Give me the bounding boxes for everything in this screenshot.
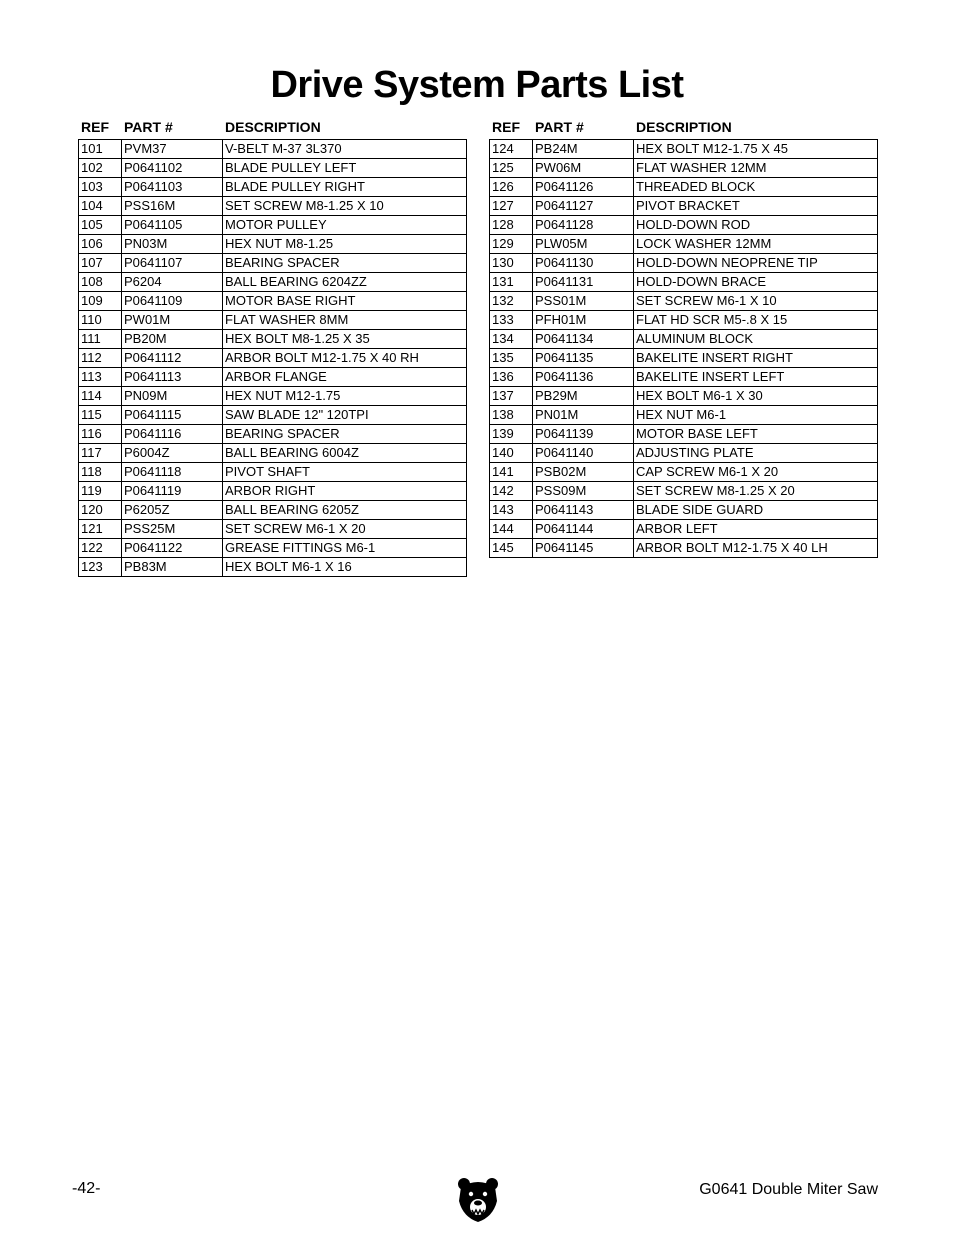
ref-cell: 112	[79, 349, 122, 368]
table-row	[79, 311, 467, 330]
part-number-cell: PB24M	[533, 140, 634, 159]
part-number-cell: PN01M	[533, 406, 634, 425]
table-row	[79, 273, 467, 292]
table-row	[79, 406, 467, 425]
column-header-ref: REF	[492, 119, 520, 135]
description-cell: FLAT WASHER 8MM	[223, 311, 467, 330]
ref-cell: 127	[490, 197, 533, 216]
description-cell: BAKELITE INSERT LEFT	[634, 368, 878, 387]
part-number-cell: P0641140	[533, 444, 634, 463]
ref-cell: 114	[79, 387, 122, 406]
parts-table-right	[489, 116, 877, 558]
description-cell: BEARING SPACER	[223, 254, 467, 273]
ref-cell: 109	[79, 292, 122, 311]
part-number-cell: P0641107	[122, 254, 223, 273]
part-number-cell: PSS16M	[122, 197, 223, 216]
description-cell: MOTOR PULLEY	[223, 216, 467, 235]
description-cell: BALL BEARING 6205Z	[223, 501, 467, 520]
part-number-cell: P6204	[122, 273, 223, 292]
table-row	[79, 216, 467, 235]
ref-cell: 138	[490, 406, 533, 425]
manual-title: G0641 Double Miter Saw	[699, 1181, 878, 1198]
part-number-cell: P0641105	[122, 216, 223, 235]
description-cell: BAKELITE INSERT RIGHT	[634, 349, 878, 368]
table-row	[79, 178, 467, 197]
description-cell: MOTOR BASE RIGHT	[223, 292, 467, 311]
description-cell: ARBOR FLANGE	[223, 368, 467, 387]
description-cell: BLADE PULLEY RIGHT	[223, 178, 467, 197]
ref-cell: 110	[79, 311, 122, 330]
column-header-part: PART #	[124, 119, 173, 135]
ref-cell: 133	[490, 311, 533, 330]
part-number-cell: P0641112	[122, 349, 223, 368]
column-header-ref: REF	[81, 119, 109, 135]
table-row	[79, 140, 467, 159]
table-row	[79, 444, 467, 463]
part-number-cell: P0641131	[533, 273, 634, 292]
table-row	[490, 539, 878, 558]
description-cell: BLADE SIDE GUARD	[634, 501, 878, 520]
ref-cell: 119	[79, 482, 122, 501]
ref-cell: 106	[79, 235, 122, 254]
ref-cell: 111	[79, 330, 122, 349]
table-row	[490, 406, 878, 425]
part-number-cell: PB20M	[122, 330, 223, 349]
table-row	[79, 349, 467, 368]
ref-cell: 102	[79, 159, 122, 178]
ref-cell: 129	[490, 235, 533, 254]
table-row	[490, 235, 878, 254]
description-cell: SET SCREW M6-1 X 20	[223, 520, 467, 539]
part-number-cell: PSB02M	[533, 463, 634, 482]
description-cell: SET SCREW M8-1.25 X 10	[223, 197, 467, 216]
part-number-cell: PVM37	[122, 140, 223, 159]
column-header-description: DESCRIPTION	[225, 119, 321, 135]
ref-cell: 116	[79, 425, 122, 444]
part-number-cell: P6004Z	[122, 444, 223, 463]
part-number-cell: PSS25M	[122, 520, 223, 539]
ref-cell: 134	[490, 330, 533, 349]
description-cell: SAW BLADE 12" 120TPI	[223, 406, 467, 425]
table-row	[490, 444, 878, 463]
part-number-cell: PLW05M	[533, 235, 634, 254]
ref-cell: 123	[79, 558, 122, 577]
ref-cell: 128	[490, 216, 533, 235]
column-headers	[489, 116, 877, 138]
table-row	[79, 387, 467, 406]
description-cell: BLADE PULLEY LEFT	[223, 159, 467, 178]
table-row	[490, 349, 878, 368]
table-row	[79, 159, 467, 178]
parts-table-left	[78, 116, 466, 577]
parts-table	[78, 139, 467, 577]
part-number-cell: P6205Z	[122, 501, 223, 520]
description-cell: HEX BOLT M8-1.25 X 35	[223, 330, 467, 349]
table-row	[79, 539, 467, 558]
table-row	[490, 425, 878, 444]
description-cell: FLAT HD SCR M5-.8 X 15	[634, 311, 878, 330]
part-number-cell: P0641128	[533, 216, 634, 235]
table-row	[79, 482, 467, 501]
parts-table	[489, 139, 878, 558]
table-row	[490, 311, 878, 330]
part-number-cell: P0641127	[533, 197, 634, 216]
table-row	[79, 425, 467, 444]
description-cell: BEARING SPACER	[223, 425, 467, 444]
description-cell: ARBOR BOLT M12-1.75 X 40 RH	[223, 349, 467, 368]
part-number-cell: P0641144	[533, 520, 634, 539]
part-number-cell: PW01M	[122, 311, 223, 330]
table-row	[490, 482, 878, 501]
table-row	[79, 558, 467, 577]
part-number-cell: P0641102	[122, 159, 223, 178]
description-cell: HEX BOLT M12-1.75 X 45	[634, 140, 878, 159]
description-cell: ADJUSTING PLATE	[634, 444, 878, 463]
ref-cell: 137	[490, 387, 533, 406]
part-number-cell: P0641143	[533, 501, 634, 520]
table-row	[79, 501, 467, 520]
ref-cell: 145	[490, 539, 533, 558]
ref-cell: 122	[79, 539, 122, 558]
part-number-cell: P0641126	[533, 178, 634, 197]
description-cell: HOLD-DOWN BRACE	[634, 273, 878, 292]
table-row	[490, 197, 878, 216]
description-cell: HOLD-DOWN NEOPRENE TIP	[634, 254, 878, 273]
part-number-cell: P0641109	[122, 292, 223, 311]
ref-cell: 132	[490, 292, 533, 311]
description-cell: PIVOT SHAFT	[223, 463, 467, 482]
table-row	[79, 368, 467, 387]
description-cell: HEX BOLT M6-1 X 16	[223, 558, 467, 577]
table-row	[490, 292, 878, 311]
table-row	[490, 387, 878, 406]
ref-cell: 105	[79, 216, 122, 235]
part-number-cell: P0641119	[122, 482, 223, 501]
table-row	[79, 330, 467, 349]
ref-cell: 113	[79, 368, 122, 387]
table-row	[490, 140, 878, 159]
part-number-cell: P0641134	[533, 330, 634, 349]
description-cell: HEX NUT M12-1.75	[223, 387, 467, 406]
column-header-description: DESCRIPTION	[636, 119, 732, 135]
description-cell: ARBOR RIGHT	[223, 482, 467, 501]
description-cell: BALL BEARING 6004Z	[223, 444, 467, 463]
part-number-cell: P0641130	[533, 254, 634, 273]
page-number: -42-	[72, 1180, 101, 1197]
description-cell: THREADED BLOCK	[634, 178, 878, 197]
ref-cell: 107	[79, 254, 122, 273]
ref-cell: 130	[490, 254, 533, 273]
part-number-cell: P0641145	[533, 539, 634, 558]
part-number-cell: PN09M	[122, 387, 223, 406]
part-number-cell: PB83M	[122, 558, 223, 577]
ref-cell: 121	[79, 520, 122, 539]
table-row	[490, 330, 878, 349]
table-row	[79, 254, 467, 273]
table-row	[490, 463, 878, 482]
ref-cell: 142	[490, 482, 533, 501]
description-cell: BALL BEARING 6204ZZ	[223, 273, 467, 292]
description-cell: ARBOR BOLT M12-1.75 X 40 LH	[634, 539, 878, 558]
description-cell: HOLD-DOWN ROD	[634, 216, 878, 235]
part-number-cell: PFH01M	[533, 311, 634, 330]
table-row	[79, 520, 467, 539]
ref-cell: 139	[490, 425, 533, 444]
part-number-cell: PSS09M	[533, 482, 634, 501]
ref-cell: 141	[490, 463, 533, 482]
ref-cell: 140	[490, 444, 533, 463]
part-number-cell: P0641118	[122, 463, 223, 482]
table-row	[490, 273, 878, 292]
table-row	[490, 368, 878, 387]
description-cell: SET SCREW M8-1.25 X 20	[634, 482, 878, 501]
table-row	[79, 235, 467, 254]
table-row	[490, 520, 878, 539]
description-cell: ARBOR LEFT	[634, 520, 878, 539]
ref-cell: 136	[490, 368, 533, 387]
ref-cell: 143	[490, 501, 533, 520]
part-number-cell: P0641103	[122, 178, 223, 197]
description-cell: HEX NUT M8-1.25	[223, 235, 467, 254]
part-number-cell: P0641113	[122, 368, 223, 387]
ref-cell: 115	[79, 406, 122, 425]
part-number-cell: P0641135	[533, 349, 634, 368]
ref-cell: 104	[79, 197, 122, 216]
page-title: Drive System Parts List	[270, 64, 684, 106]
part-number-cell: PSS01M	[533, 292, 634, 311]
ref-cell: 135	[490, 349, 533, 368]
column-header-part: PART #	[535, 119, 584, 135]
description-cell: V-BELT M-37 3L370	[223, 140, 467, 159]
ref-cell: 126	[490, 178, 533, 197]
description-cell: HEX NUT M6-1	[634, 406, 878, 425]
part-number-cell: P0641122	[122, 539, 223, 558]
ref-cell: 131	[490, 273, 533, 292]
description-cell: MOTOR BASE LEFT	[634, 425, 878, 444]
part-number-cell: P0641136	[533, 368, 634, 387]
description-cell: HEX BOLT M6-1 X 30	[634, 387, 878, 406]
ref-cell: 125	[490, 159, 533, 178]
table-row	[490, 159, 878, 178]
ref-cell: 144	[490, 520, 533, 539]
ref-cell: 118	[79, 463, 122, 482]
table-row	[79, 197, 467, 216]
part-number-cell: P0641139	[533, 425, 634, 444]
description-cell: GREASE FITTINGS M6-1	[223, 539, 467, 558]
table-row	[79, 463, 467, 482]
ref-cell: 108	[79, 273, 122, 292]
bear-head-icon	[457, 1177, 499, 1223]
table-row	[490, 216, 878, 235]
part-number-cell: PW06M	[533, 159, 634, 178]
table-row	[79, 292, 467, 311]
description-cell: CAP SCREW M6-1 X 20	[634, 463, 878, 482]
ref-cell: 124	[490, 140, 533, 159]
description-cell: FLAT WASHER 12MM	[634, 159, 878, 178]
part-number-cell: P0641116	[122, 425, 223, 444]
part-number-cell: PB29M	[533, 387, 634, 406]
table-row	[490, 501, 878, 520]
description-cell: PIVOT BRACKET	[634, 197, 878, 216]
column-headers	[78, 116, 466, 138]
ref-cell: 120	[79, 501, 122, 520]
part-number-cell: PN03M	[122, 235, 223, 254]
ref-cell: 103	[79, 178, 122, 197]
ref-cell: 101	[79, 140, 122, 159]
description-cell: ALUMINUM BLOCK	[634, 330, 878, 349]
table-row	[490, 178, 878, 197]
description-cell: LOCK WASHER 12MM	[634, 235, 878, 254]
ref-cell: 117	[79, 444, 122, 463]
description-cell: SET SCREW M6-1 X 10	[634, 292, 878, 311]
part-number-cell: P0641115	[122, 406, 223, 425]
table-row	[490, 254, 878, 273]
